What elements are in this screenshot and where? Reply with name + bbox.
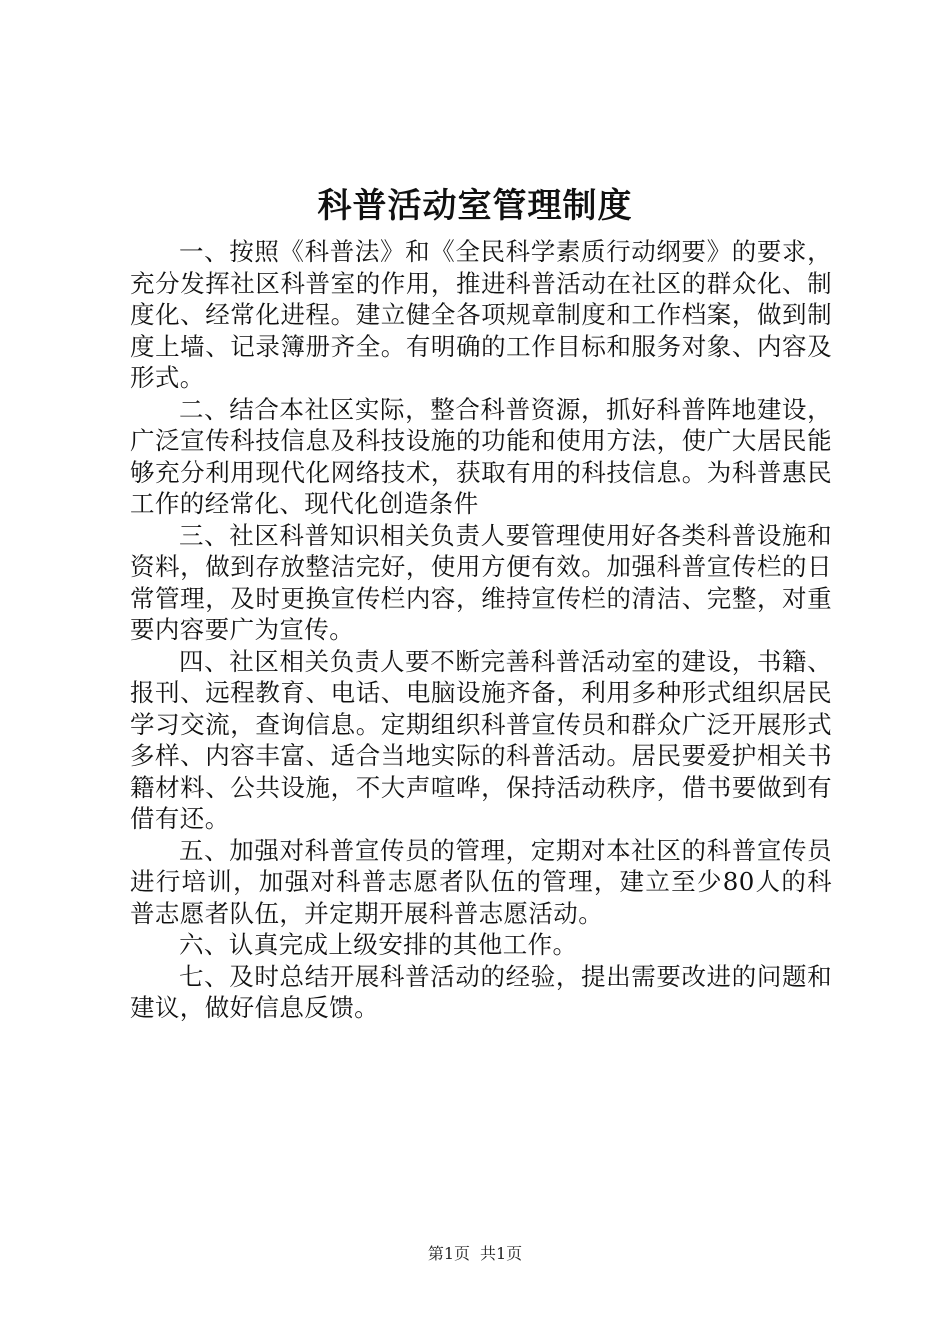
paragraph-7: 七、及时总结开展科普活动的经验，提出需要改进的问题和建议，做好信息反馈。 xyxy=(130,961,832,1022)
paragraph-3: 三、社区科普知识相关负责人要管理使用好各类科普设施和资料，做到存放整洁完好，使用方便有效。加强科普宣传栏的日常管理，及时更换宣传栏内容，维持宣传栏的清洁、完整，对重要内容要广为宣传。 xyxy=(130,520,832,644)
paragraph-4: 四、社区相关负责人要不断完善科普活动室的建设，书籍、报刊、远程教育、电话、电脑设施齐备，利用多种形式组织居民学习交流，查询信息。定期组织科普宣传员和群众广泛开展形式多样、内容丰富、适合当地实际的科普活动。居民要爱护相关书籍材料、公共设施，不大声喧哗，保持活动秩序，借书要做到有借有还。 xyxy=(130,646,832,833)
page-footer xyxy=(0,1242,950,1266)
document-body xyxy=(130,236,832,1024)
paragraph-6: 六、认真完成上级安排的其他工作。 xyxy=(179,930,578,959)
document-title: 科普活动室管理制度 xyxy=(317,186,633,226)
paragraph-2: 二、结合本社区实际，整合科普资源，抓好科普阵地建设，广泛宣传科技信息及科技设施的功能和使用方法，使广大居民能够充分利用现代化网络技术，获取有用的科技信息。为科普惠民工作的经常化、现代化创造条件 xyxy=(130,394,832,518)
paragraph-1: 一、按照《科普法》和《全民科学素质行动纲要》的要求，充分发挥社区科普室的作用，推进科普活动在社区的群众化、制度化、经常化进程。建立健全各项规章制度和工作档案，做到制度上墙、记录簿册齐全。有明确的工作目标和服务对象、内容及形式。 xyxy=(130,237,832,392)
page-number: 第1页 xyxy=(427,1244,470,1263)
page-total: 共1页 xyxy=(480,1244,523,1263)
paragraph-5: 五、加强对科普宣传员的管理，定期对本社区的科普宣传员进行培训，加强对科普志愿者队伍的管理，建立至少80人的科普志愿者队伍，并定期开展科普志愿活动。 xyxy=(130,835,832,928)
